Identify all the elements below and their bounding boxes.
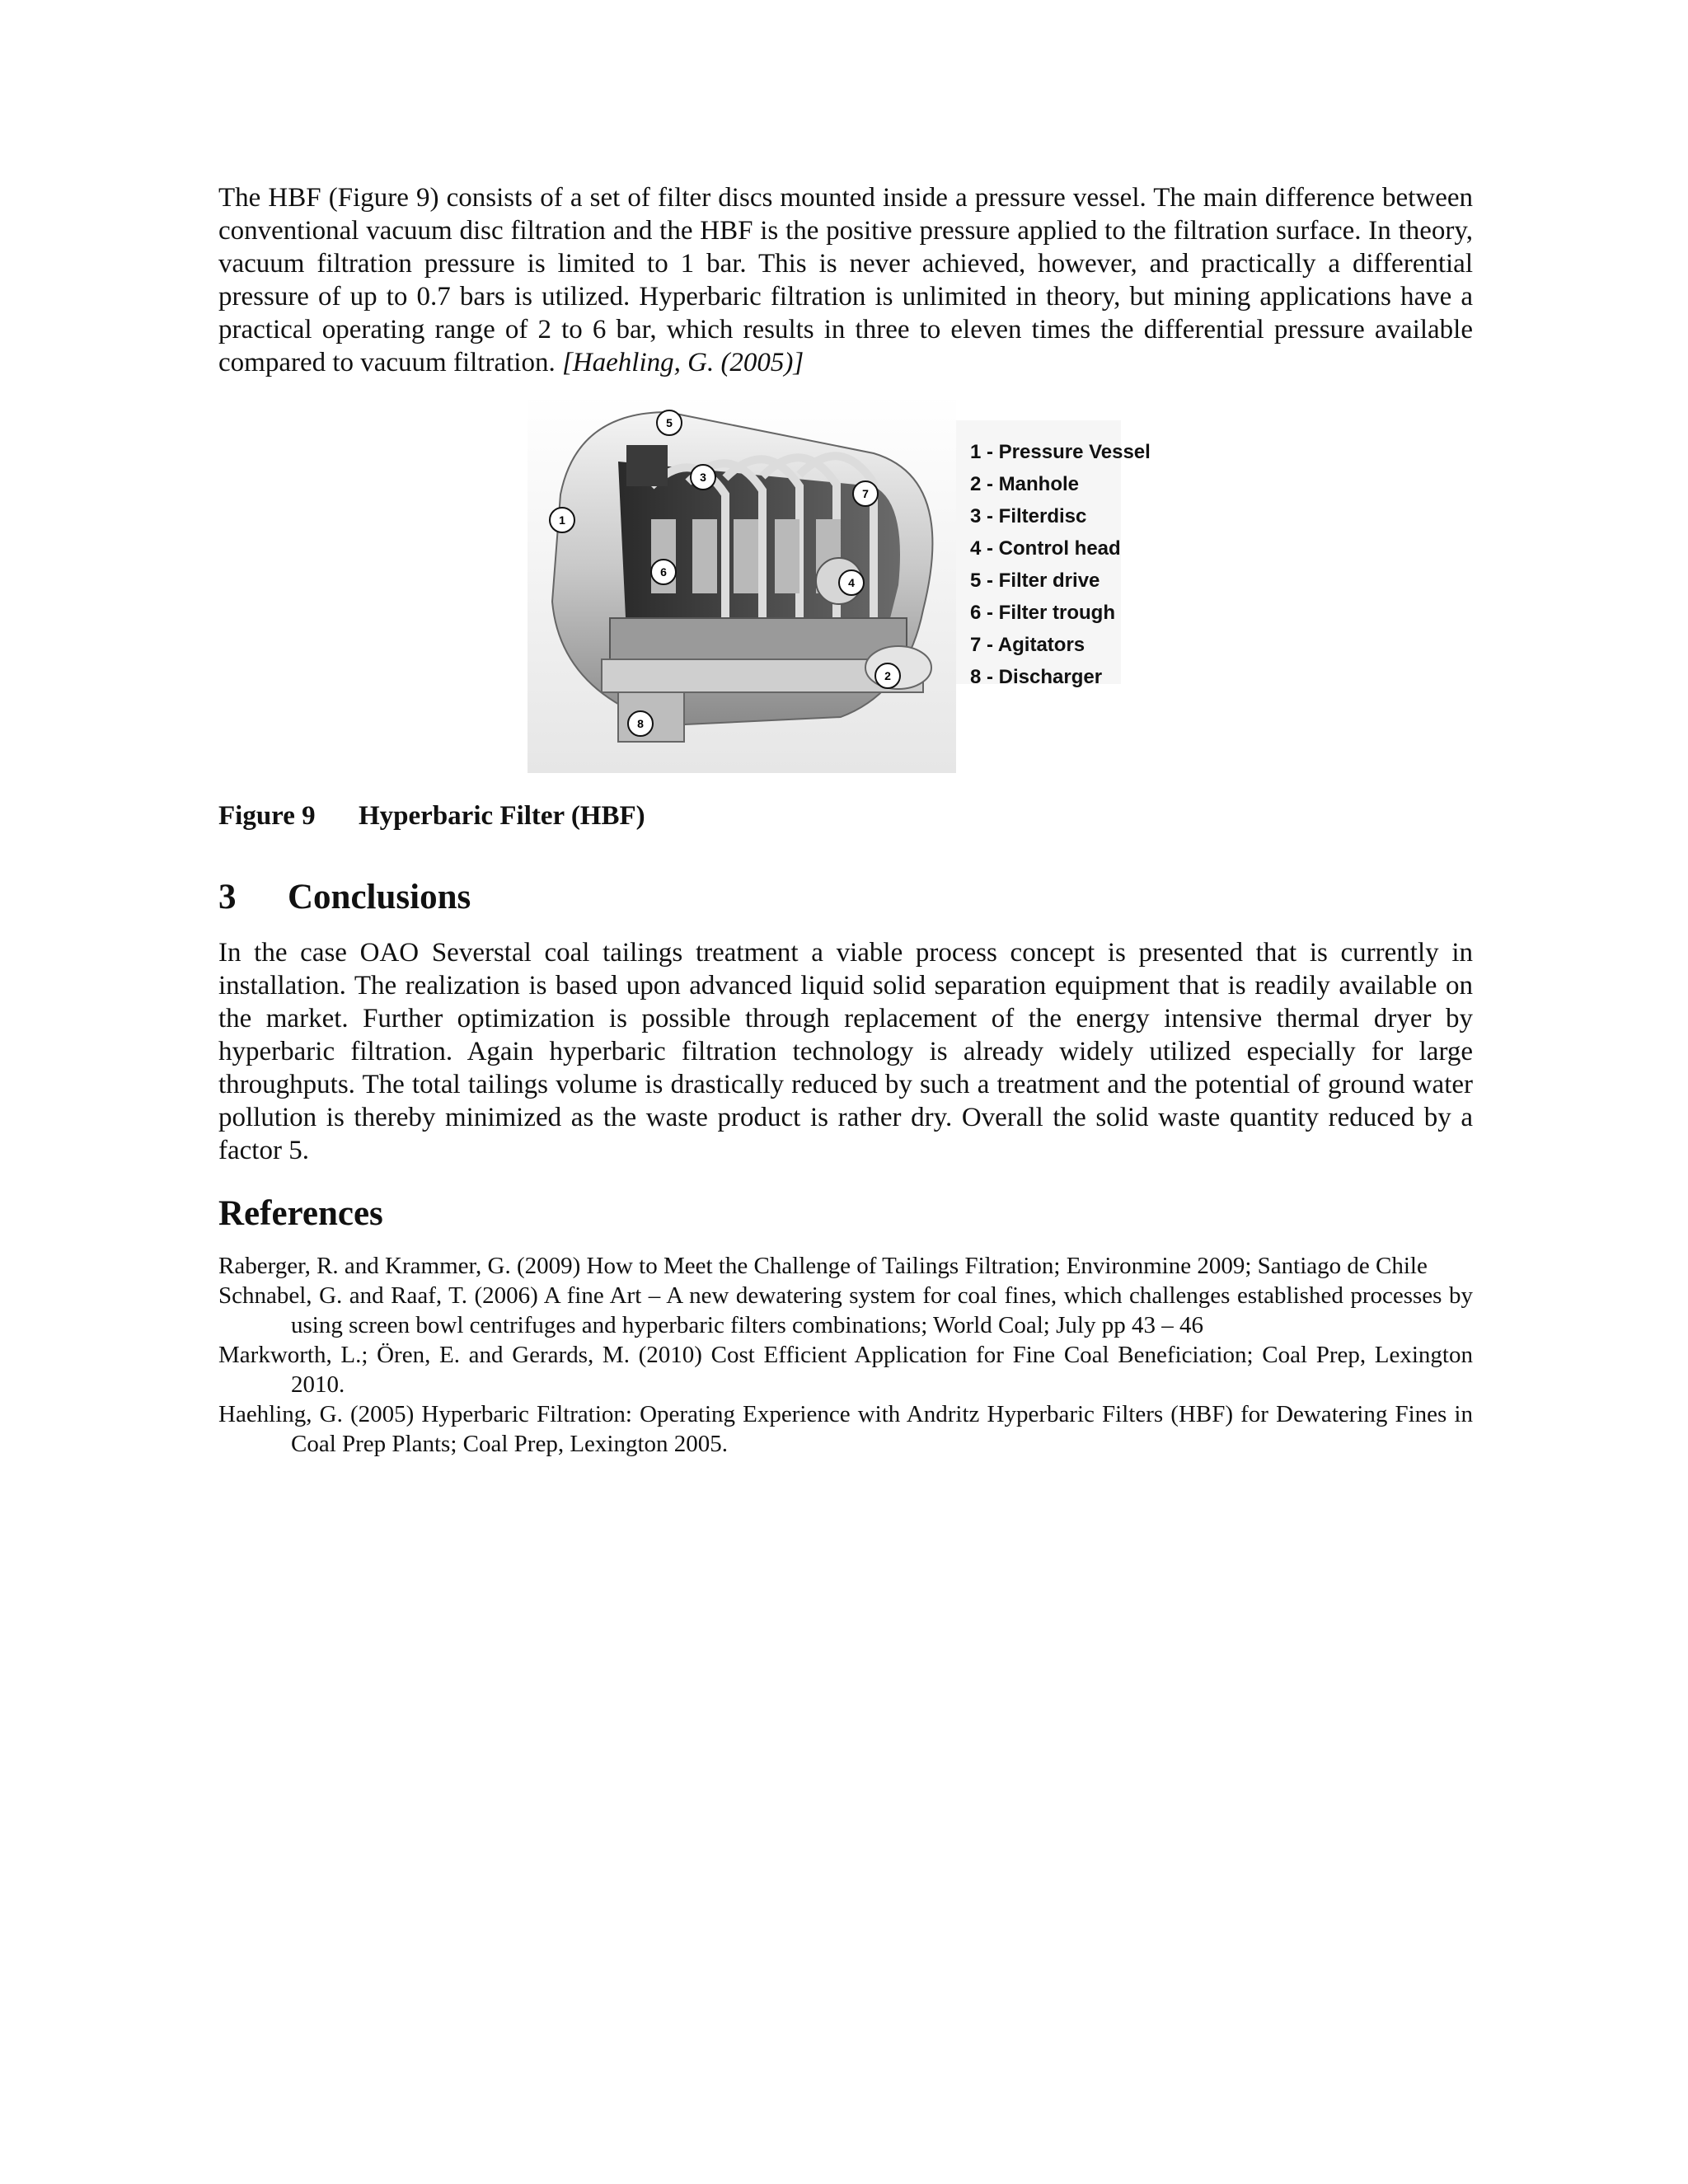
section-number: 3: [218, 878, 237, 916]
legend-item: 4 - Control head: [970, 537, 1121, 560]
svg-text:2: 2: [884, 669, 891, 682]
legend-item: 3 - Filterdisc: [970, 505, 1087, 527]
figure-caption: [218, 801, 645, 832]
callout-3: [691, 465, 715, 490]
svg-text:5: 5: [666, 416, 673, 429]
svg-text:1: 1: [559, 513, 565, 527]
filter-drive: [626, 445, 668, 486]
svg-text:6: 6: [660, 565, 667, 579]
reference-item: Schnabel, G. and Raaf, T. (2006) A fine Art – A new dewatering system for coal fines, which challenges established processes by using screen bowl centrifuges and hyperbaric filters combinations; World Coal; July pp 43 – 46: [218, 1282, 1473, 1338]
references-heading: References: [218, 1194, 383, 1233]
callout-5: [657, 410, 682, 435]
callout-1: [550, 508, 574, 532]
svg-text:4: 4: [848, 576, 855, 589]
callout-7: [853, 481, 878, 506]
intro-citation: [Haehling, G. (2005)]: [561, 348, 804, 377]
reference-list: [218, 1251, 1473, 1459]
reference-item: Markworth, L.; Ören, E. and Gerards, M. (2010) Cost Efficient Application for Fine Coal Beneficiation; Coal Prep, Lexington 2010.: [218, 1342, 1473, 1398]
svg-text:7: 7: [862, 487, 869, 500]
svg-text:3: 3: [700, 471, 706, 484]
conclusions-heading: [218, 877, 471, 917]
reference-item: Raberger, R. and Krammer, G. (2009) How to Meet the Challenge of Tailings Filtration; Environmine 2009; Santiago de Chile: [218, 1253, 1428, 1279]
legend-item: 7 - Agitators: [970, 634, 1085, 656]
intro-paragraph: [218, 181, 1473, 379]
legend-item: 8 - Discharger: [970, 666, 1103, 688]
filter-trough: [610, 618, 907, 659]
figure-legend: [970, 436, 1151, 693]
conclusions-paragraph: In the case OAO Severstal coal tailings treatment a viable process concept is presented that is currently in installation. The realization is based upon advanced liquid solid separation equipment that is readily available on the market. Further optimization is possible through replacement of the energy intensive thermal dryer by hyperbaric filtration. Again hyperbaric filtration technology is already widely utilized especially for large throughputs. The total tailings volume is drastically reduced by such a treatment and the potential of ground water pollution is thereby minimized as the waste product is rather dry. Overall the solid waste quantity reduced by a factor 5.: [218, 938, 1473, 1165]
legend-item: 2 - Manhole: [970, 473, 1080, 495]
legend-item: 6 - Filter trough: [970, 602, 1115, 624]
callout-4: [839, 570, 864, 595]
legend-item: 5 - Filter drive: [970, 569, 1100, 592]
callout-8: [628, 711, 653, 736]
figure-9: [528, 396, 1179, 778]
callout-2: [875, 663, 900, 688]
intro-text: The HBF (Figure 9) consists of a set of filter discs mounted inside a pressure vessel. The main difference between conventional vacuum disc filtration and the HBF is the positive pressure applied to the filtration surface. In theory, vacuum filtration pressure is limited to 1 bar. This is never achieved, however, and practically a differential pressure of up to 0.7 bars is utilized. Hyperbaric filtration is unlimited in theory, but mining applications have a practical operating range of 2 to 6 bar, which results in three to eleven times the differential pressure available compared to vacuum filtration.: [218, 183, 1473, 377]
svg-text:8: 8: [637, 717, 644, 730]
figure-caption-title: Hyperbaric Filter (HBF): [359, 801, 645, 831]
reference-item: Haehling, G. (2005) Hyperbaric Filtration: Operating Experience with Andritz Hyperbaric Filters (HBF) for Dewatering Fines in Coal Prep Plants; Coal Prep, Lexington 2005.: [218, 1401, 1473, 1457]
legend-item: 1 - Pressure Vessel: [970, 441, 1151, 463]
figure-caption-number: Figure 9: [218, 801, 316, 831]
callout-6: [651, 560, 676, 584]
section-title: Conclusions: [288, 878, 471, 916]
